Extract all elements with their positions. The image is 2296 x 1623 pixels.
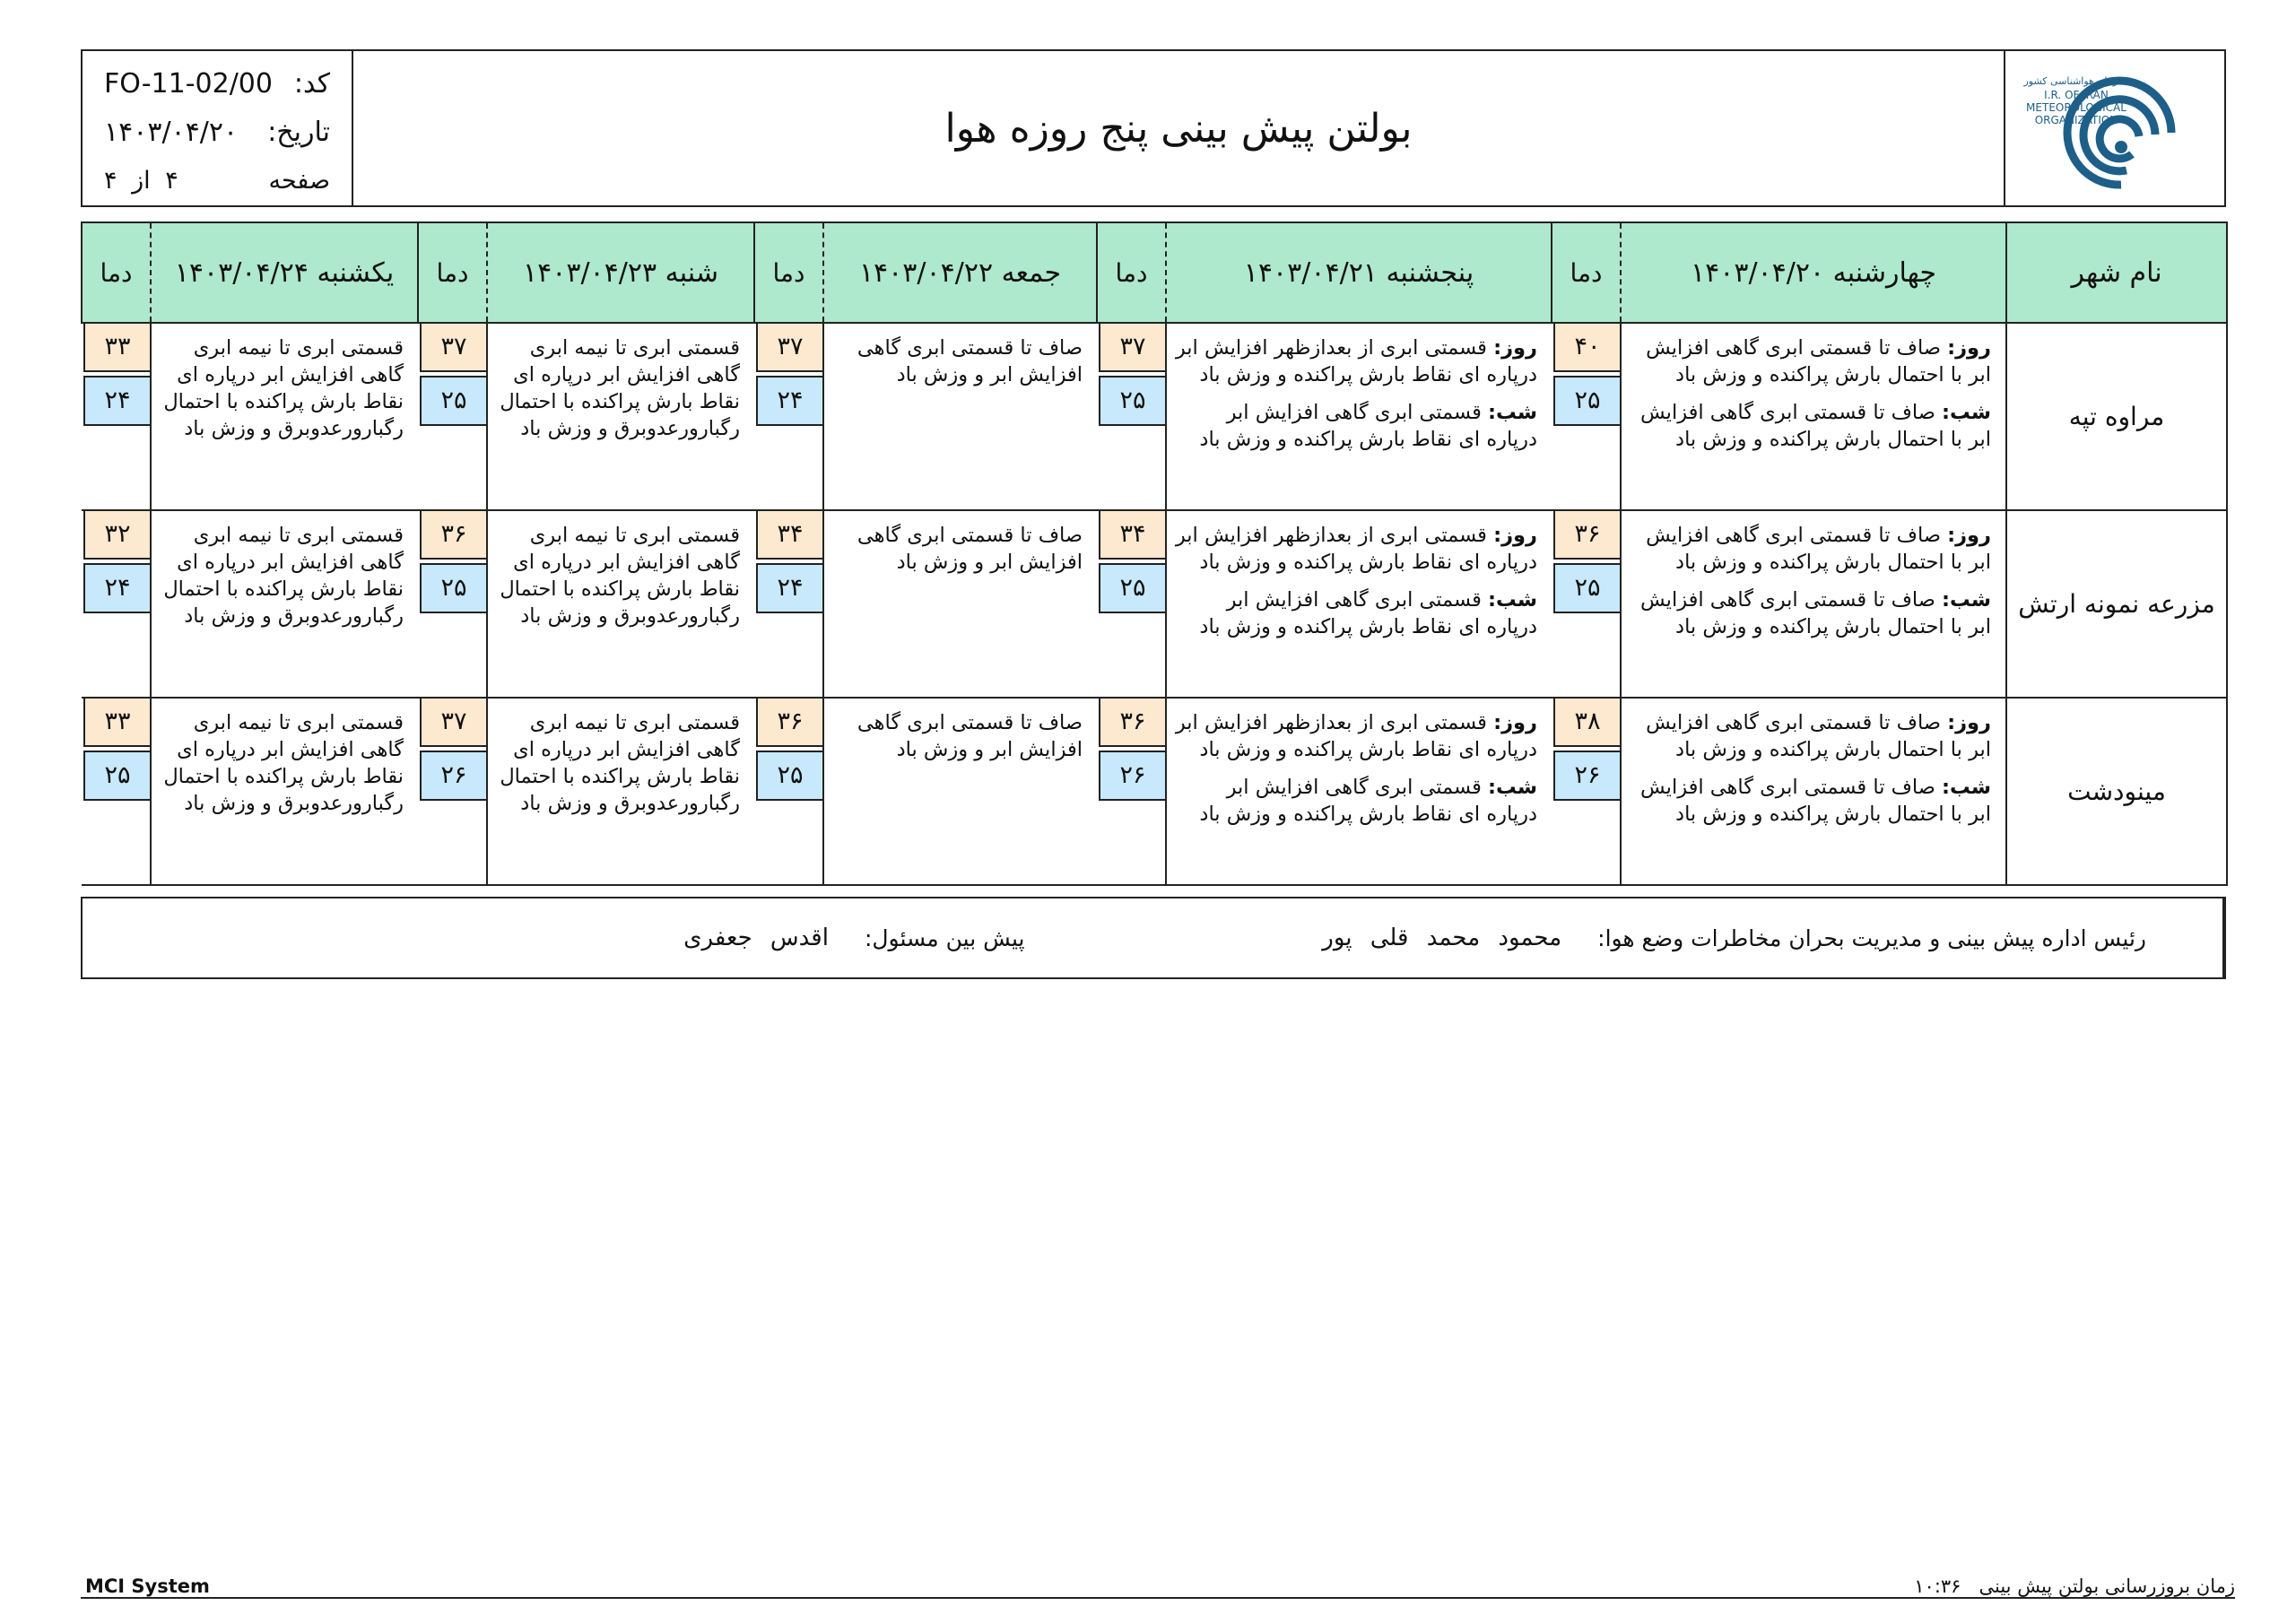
- forecast-cell: [823, 323, 1097, 510]
- update-info: [1914, 1575, 2235, 1597]
- forecast-cell: [151, 323, 418, 510]
- table-row: [82, 510, 2227, 698]
- min-temp: ۲۴: [83, 376, 152, 426]
- min-temp: ۲۶: [420, 751, 488, 801]
- forecast-text: قسمتی ابری تا نیمه ابری گاهی افزایش ابر درپاره ای نقاط بارش پراکنده با احتمال رگبارورعدوبرق و وزش باد: [500, 711, 740, 815]
- max-temp: ۳۳: [83, 697, 152, 747]
- forecast-text: صاف تا قسمتی ابری گاهی افزایش ابر و وزش باد: [857, 524, 1083, 574]
- day-header-1: چهارشنبه ۱۴۰۳/۰۴/۲۰: [1621, 222, 2006, 323]
- city-header: نام شهر: [2006, 222, 2227, 323]
- forecast-cell: [823, 698, 1097, 885]
- temp-header: دما: [82, 222, 151, 323]
- max-temp: ۳۷: [1099, 322, 1167, 372]
- night-label: شب:: [1488, 401, 1537, 424]
- day-forecast: صاف تا قسمتی ابری گاهی افزایش ابر با احتمال بارش پراکنده و وزش باد: [1646, 336, 1991, 386]
- code-row: [104, 60, 330, 108]
- night-label: شب:: [1942, 588, 1991, 612]
- forecast-cell: [1166, 510, 1552, 698]
- day-header-4: شنبه ۱۴۰۳/۰۴/۲۳: [487, 222, 754, 323]
- page-footer: [81, 1575, 2235, 1599]
- min-temp: ۲۵: [1099, 376, 1167, 426]
- night-label: شب:: [1942, 401, 1991, 424]
- head-label: رئیس اداره پیش بینی و مدیریت بحران مخاطرات وضع هوا:: [1597, 924, 2146, 951]
- forecast-cell: [487, 323, 754, 510]
- temp-cell: [82, 510, 151, 698]
- night-forecast: صاف تا قسمتی ابری گاهی افزایش ابر با احتمال بارش پراکنده و وزش باد: [1640, 401, 1991, 451]
- night-label: شب:: [1488, 588, 1537, 612]
- bulletin-header: [81, 49, 2226, 207]
- min-temp: ۲۵: [1553, 563, 1622, 613]
- day-header-2: پنجشنبه ۱۴۰۳/۰۴/۲۱: [1166, 222, 1552, 323]
- forecast-text: [1622, 699, 2005, 828]
- forecast-cell: [487, 510, 754, 698]
- temp-cell: [418, 510, 487, 698]
- date-label: تاریخ:: [267, 117, 330, 148]
- code-value: FO-11-02/00: [104, 68, 273, 100]
- logo-text-fa: سازمان هواشناسی کشور: [2023, 75, 2129, 87]
- min-temp: ۲۴: [756, 563, 824, 613]
- day-label: روز:: [1493, 711, 1537, 734]
- forecast-text: قسمتی ابری تا نیمه ابری گاهی افزایش ابر درپاره ای نقاط بارش پراکنده با احتمال رگبارورعدوبرق و وزش باد: [163, 524, 404, 628]
- day-label: روز:: [1947, 336, 1991, 360]
- day-forecast: قسمتی ابری از بعدازظهر افزایش ابر درپاره ای نقاط بارش پراکنده و وزش باد: [1175, 711, 1537, 761]
- temp-header: دما: [1552, 222, 1621, 323]
- document-meta: [83, 51, 353, 205]
- max-temp: ۳۷: [420, 697, 488, 747]
- night-forecast: صاف تا قسمتی ابری گاهی افزایش ابر با احتمال بارش پراکنده و وزش باد: [1640, 588, 1991, 638]
- day-label: روز:: [1493, 336, 1537, 360]
- temp-header: دما: [418, 222, 487, 323]
- max-temp: ۳۲: [83, 509, 152, 560]
- temp-cell: [754, 323, 823, 510]
- logo-cell: [2004, 51, 2224, 205]
- max-temp: ۳۴: [756, 509, 824, 560]
- page-label: صفحه: [268, 167, 330, 195]
- min-temp: ۲۶: [1099, 751, 1167, 801]
- forecast-text: قسمتی ابری تا نیمه ابری گاهی افزایش ابر درپاره ای نقاط بارش پراکنده با احتمال رگبارورعدوبرق و وزش باد: [500, 336, 740, 440]
- min-temp: ۲۶: [1553, 751, 1622, 801]
- max-temp: ۴۰: [1553, 322, 1622, 372]
- max-temp: ۳۳: [83, 322, 152, 372]
- night-label: شب:: [1942, 776, 1991, 799]
- temp-cell: [1552, 698, 1621, 885]
- night-forecast: صاف تا قسمتی ابری گاهی افزایش ابر با احتمال بارش پراکنده و وزش باد: [1640, 776, 1991, 826]
- min-temp: ۲۵: [1553, 376, 1622, 426]
- city-name: مینودشت: [2006, 698, 2227, 885]
- update-time: ۱۰:۳۶: [1914, 1575, 1961, 1597]
- forecaster-signature: [83, 898, 1205, 977]
- temp-cell: [1552, 510, 1621, 698]
- forecast-text: [1622, 324, 2005, 453]
- logo-text-en-1: I.R. OF IRAN: [2044, 89, 2109, 101]
- forecast-cell: [487, 698, 754, 885]
- temp-cell: [418, 698, 487, 885]
- night-label: شب:: [1488, 776, 1537, 799]
- forecast-text: قسمتی ابری تا نیمه ابری گاهی افزایش ابر درپاره ای نقاط بارش پراکنده با احتمال رگبارورعدوبرق و وزش باد: [500, 524, 740, 628]
- max-temp: ۳۶: [420, 509, 488, 560]
- table-row: [82, 698, 2227, 885]
- forecast-cell: [151, 510, 418, 698]
- forecast-table: [81, 221, 2228, 886]
- max-temp: ۳۷: [756, 322, 824, 372]
- temp-cell: [82, 323, 151, 510]
- system-name: MCI System: [85, 1575, 210, 1597]
- night-forecast: قسمتی ابری گاهی افزایش ابر درپاره ای نقاط بارش پراکنده و وزش باد: [1199, 776, 1537, 826]
- logo-text-en-3: ORGANIZATION: [2034, 114, 2118, 126]
- night-forecast: قسمتی ابری گاهی افزایش ابر درپاره ای نقاط بارش پراکنده و وزش باد: [1199, 401, 1537, 451]
- temp-header: دما: [1097, 222, 1166, 323]
- max-temp: ۳۶: [1099, 697, 1167, 747]
- table-header-row: [82, 222, 2227, 323]
- forecast-text: [1167, 511, 1552, 640]
- forecast-cell: [151, 698, 418, 885]
- forecast-text: [1167, 699, 1552, 828]
- logo-text-en-2: METEOROLOGICAL: [2026, 101, 2126, 114]
- page-row: [104, 157, 330, 205]
- temp-cell: [754, 698, 823, 885]
- day-header-5: یکشنبه ۱۴۰۳/۰۴/۲۴: [151, 222, 418, 323]
- min-temp: ۲۵: [420, 376, 488, 426]
- meteorological-organization-logo: [2021, 61, 2209, 195]
- day-forecast: قسمتی ابری از بعدازظهر افزایش ابر درپاره ای نقاط بارش پراکنده و وزش باد: [1175, 336, 1537, 386]
- forecaster-name: اقدس جعفری: [683, 924, 829, 951]
- city-name: مزرعه نمونه ارتش: [2006, 510, 2227, 698]
- forecast-text: صاف تا قسمتی ابری گاهی افزایش ابر و وزش باد: [857, 711, 1083, 761]
- max-temp: ۳۸: [1553, 697, 1622, 747]
- night-forecast: قسمتی ابری گاهی افزایش ابر درپاره ای نقاط بارش پراکنده و وزش باد: [1199, 588, 1537, 638]
- max-temp: ۳۷: [420, 322, 488, 372]
- min-temp: ۲۴: [83, 563, 152, 613]
- day-label: روز:: [1947, 711, 1991, 734]
- temp-cell: [1097, 323, 1166, 510]
- temp-header: دما: [754, 222, 823, 323]
- head-signature: [1205, 898, 2225, 977]
- forecast-cell: [1621, 323, 2006, 510]
- min-temp: ۲۵: [1099, 563, 1167, 613]
- day-label: روز:: [1493, 524, 1537, 547]
- temp-cell: [1097, 698, 1166, 885]
- min-temp: ۲۵: [83, 751, 152, 801]
- day-header-3: جمعه ۱۴۰۳/۰۴/۲۲: [823, 222, 1097, 323]
- date-value: ۱۴۰۳/۰۴/۲۰: [104, 117, 239, 148]
- forecast-text: قسمتی ابری تا نیمه ابری گاهی افزایش ابر درپاره ای نقاط بارش پراکنده با احتمال رگبارورعدوبرق و وزش باد: [163, 336, 404, 440]
- update-label: زمان بروزرسانی بولتن پیش بینی: [1979, 1575, 2235, 1597]
- forecast-cell: [1621, 698, 2006, 885]
- forecast-text: قسمتی ابری تا نیمه ابری گاهی افزایش ابر درپاره ای نقاط بارش پراکنده با احتمال رگبارورعدوبرق و وزش باد: [163, 711, 404, 815]
- min-temp: ۲۵: [420, 563, 488, 613]
- temp-cell: [754, 510, 823, 698]
- min-temp: ۲۴: [756, 376, 824, 426]
- temp-cell: [1097, 510, 1166, 698]
- max-temp: ۳۶: [1553, 509, 1622, 560]
- temp-cell: [82, 698, 151, 885]
- temp-cell: [418, 323, 487, 510]
- page-value: ۴ از ۴: [104, 167, 178, 195]
- day-forecast: قسمتی ابری از بعدازظهر افزایش ابر درپاره ای نقاط بارش پراکنده و وزش باد: [1175, 524, 1537, 574]
- forecast-text: [1167, 324, 1552, 453]
- forecast-cell: [1166, 323, 1552, 510]
- forecast-text: صاف تا قسمتی ابری گاهی افزایش ابر و وزش باد: [857, 336, 1083, 386]
- head-name: محمود محمد قلی پور: [1322, 924, 1562, 951]
- forecast-cell: [1166, 698, 1552, 885]
- forecast-text: [1622, 511, 2005, 640]
- forecast-cell: [1621, 510, 2006, 698]
- min-temp: ۲۵: [756, 751, 824, 801]
- forecast-cell: [823, 510, 1097, 698]
- table-row: [82, 323, 2227, 510]
- max-temp: ۳۶: [756, 697, 824, 747]
- code-label: کد:: [293, 68, 330, 100]
- day-forecast: صاف تا قسمتی ابری گاهی افزایش ابر با احتمال بارش پراکنده و وزش باد: [1646, 524, 1991, 574]
- day-label: روز:: [1947, 524, 1991, 547]
- bulletin-title: بولتن پیش بینی پنج روزه هوا: [944, 105, 1413, 152]
- city-name: مراوه تپه: [2006, 323, 2227, 510]
- signature-box: [81, 897, 2226, 979]
- date-row: [104, 108, 330, 157]
- forecaster-label: پیش بین مسئول:: [864, 924, 1025, 951]
- max-temp: ۳۴: [1099, 509, 1167, 560]
- day-forecast: صاف تا قسمتی ابری گاهی افزایش ابر با احتمال بارش پراکنده و وزش باد: [1646, 711, 1991, 761]
- temp-cell: [1552, 323, 1621, 510]
